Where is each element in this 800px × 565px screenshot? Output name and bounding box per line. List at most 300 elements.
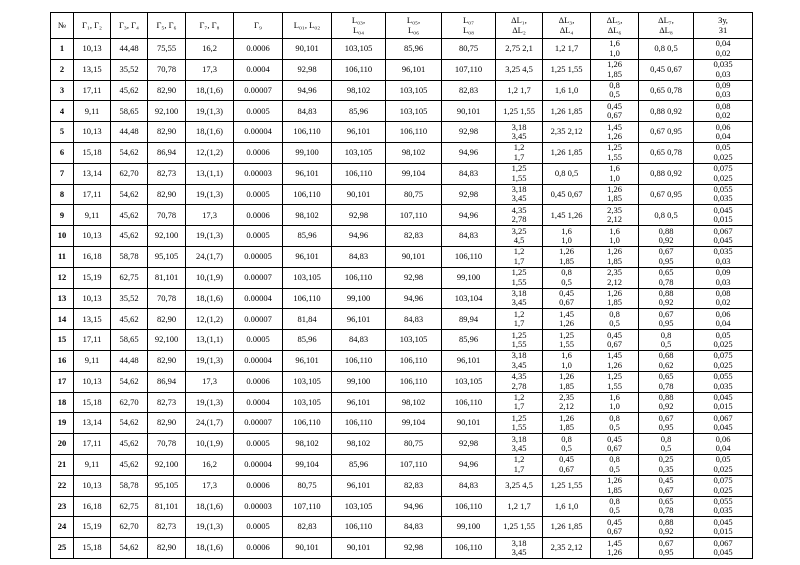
- cell-col-l03-l04: 103,105: [332, 39, 386, 60]
- cell-value: 0,92: [658, 235, 674, 246]
- cell-col-dl3-dl4: [543, 434, 591, 455]
- cell-value: 1,26: [559, 246, 574, 257]
- cell-value: 1,6 1,0: [554, 84, 579, 95]
- cell-col-zu-z1: [694, 475, 753, 496]
- cell-col-g9: 0.0006: [234, 538, 283, 559]
- cell-col-l01-l02: 103,105: [283, 392, 332, 413]
- cell-col-dl5-dl6: [591, 309, 639, 330]
- cell-col-dl7-dl8: [639, 392, 694, 413]
- cell-col-g3-g4: 54,62: [111, 413, 148, 434]
- cell-value: 3,25 4,5: [505, 63, 533, 74]
- cell-value: 0,8 0,5: [554, 167, 579, 178]
- cell-col-l07-l08: 84,83: [442, 226, 496, 247]
- cell-col-l07-l08: 92,98: [442, 184, 496, 205]
- cell-col-g5-g6: 95,105: [148, 246, 186, 267]
- cell-col-number: 7: [51, 163, 74, 184]
- cell-col-zu-z1: [694, 122, 753, 143]
- cell-col-l05-l06: 90,101: [386, 246, 442, 267]
- cell-col-l07-l08: 106,110: [442, 538, 496, 559]
- cell-value: 0,78: [658, 276, 674, 287]
- cell-value: 1,45: [607, 121, 622, 132]
- cell-col-dl7-dl8: [639, 371, 694, 392]
- cell-value: 0,88 0,92: [650, 167, 682, 178]
- cell-col-dl5-dl6: [591, 454, 639, 475]
- cell-value: 0,025: [713, 151, 733, 162]
- cell-col-l03-l04: 106,110: [332, 163, 386, 184]
- cell-col-dl1-dl2: [496, 454, 543, 475]
- cell-col-g3-g4: 62,75: [111, 267, 148, 288]
- cell-col-dl5-dl6: [591, 163, 639, 184]
- header-text: L₀₆: [407, 24, 420, 35]
- cell-value: 0,06: [715, 433, 731, 444]
- cell-col-number: 21: [51, 454, 74, 475]
- cell-value: 0,015: [713, 214, 733, 225]
- cell-value: 1,0: [609, 47, 620, 58]
- cell-col-l07-l08: 94,96: [442, 142, 496, 163]
- cell-col-zu-z1: [694, 454, 753, 475]
- cell-col-g3-g4: 45,62: [111, 205, 148, 226]
- table-row: [51, 205, 753, 226]
- cell-col-g9: 0.00005: [234, 246, 283, 267]
- cell-value: 3,45: [511, 297, 527, 308]
- cell-value: 1,26: [607, 547, 622, 558]
- cell-value: 0,8: [609, 80, 620, 91]
- cell-col-l05-l06: 82,83: [386, 475, 442, 496]
- cell-col-l03-l04: 85,96: [332, 101, 386, 122]
- cell-value: 1,7: [513, 463, 525, 474]
- header-text: Зу,: [718, 15, 728, 26]
- table-row: [51, 122, 753, 143]
- cell-col-g9: 0.00004: [234, 288, 283, 309]
- cell-value: 0,8 0,5: [654, 209, 678, 220]
- cell-col-l07-l08: 96,101: [442, 350, 496, 371]
- cell-value: 0,65: [658, 267, 674, 278]
- cell-col-zu-z1: [694, 330, 753, 351]
- cell-value: 0,45: [607, 433, 622, 444]
- cell-col-l01-l02: 92,98: [283, 59, 332, 80]
- cell-col-number: 8: [51, 184, 74, 205]
- cell-col-g5-g6: 82,90: [148, 309, 186, 330]
- cell-value: 3,25: [511, 225, 527, 236]
- cell-col-dl1-dl2: [496, 392, 543, 413]
- header-text: Г₇, Г₈: [199, 19, 220, 30]
- cell-value: 0,65: [658, 371, 674, 382]
- cell-col-l03-l04: 85,96: [332, 454, 386, 475]
- cell-value: 3,45: [511, 547, 527, 558]
- cell-col-dl1-dl2: [496, 538, 543, 559]
- cell-col-l07-l08: 99,100: [442, 267, 496, 288]
- cell-col-number: 20: [51, 434, 74, 455]
- cell-value: 0,015: [713, 526, 733, 537]
- cell-value: 1,85: [607, 255, 622, 266]
- cell-col-g1-g2: 17,11: [74, 184, 111, 205]
- cell-col-l05-l06: 94,96: [386, 496, 442, 517]
- cell-value: 0,025: [713, 339, 733, 350]
- cell-col-dl5-dl6: [591, 267, 639, 288]
- cell-col-g5-g6: 92,100: [148, 330, 186, 351]
- cell-value: 1,7: [513, 255, 525, 266]
- cell-value: 2,35: [559, 392, 574, 403]
- cell-value: 1,2: [513, 142, 525, 153]
- cell-col-g3-g4: 58,65: [111, 330, 148, 351]
- cell-col-l07-l08: 107,110: [442, 59, 496, 80]
- cell-col-l01-l02: 99,104: [283, 454, 332, 475]
- cell-col-g9: 0.00007: [234, 80, 283, 101]
- cell-value: 1,25 1,55: [503, 521, 535, 532]
- table-row: [51, 454, 753, 475]
- cell-col-l01-l02: 80,75: [283, 475, 332, 496]
- cell-col-g3-g4: 35,52: [111, 59, 148, 80]
- cell-col-zu-z1: [694, 80, 753, 101]
- cell-col-l05-l06: 96,101: [386, 59, 442, 80]
- cell-col-dl1-dl2: [496, 142, 543, 163]
- table-row: [51, 309, 753, 330]
- cell-col-number: 17: [51, 371, 74, 392]
- table-row: [51, 142, 753, 163]
- cell-value: 0,62: [658, 359, 674, 370]
- cell-col-number: 3: [51, 80, 74, 101]
- cell-col-dl7-dl8: [639, 205, 694, 226]
- cell-col-g5-g6: 86,94: [148, 371, 186, 392]
- cell-value: 1,6: [609, 225, 620, 236]
- cell-col-dl7-dl8: [639, 59, 694, 80]
- cell-col-l07-l08: 103,104: [442, 288, 496, 309]
- cell-col-zu-z1: [694, 371, 753, 392]
- cell-col-g5-g6: 82,90: [148, 350, 186, 371]
- cell-value: 0,67: [559, 297, 574, 308]
- cell-col-zu-z1: [694, 517, 753, 538]
- cell-value: 0,35: [658, 463, 674, 474]
- cell-col-dl5-dl6: [591, 184, 639, 205]
- cell-col-l01-l02: 90,101: [283, 538, 332, 559]
- header-text: Г₉: [254, 19, 262, 30]
- cell-col-dl7-dl8: [639, 246, 694, 267]
- cell-value: 1,55: [511, 422, 527, 433]
- cell-col-dl7-dl8: [639, 538, 694, 559]
- cell-col-g9: 0.00007: [234, 309, 283, 330]
- table-row: [51, 371, 753, 392]
- cell-value: 0,95: [658, 318, 674, 329]
- cell-col-l07-l08: 90,101: [442, 413, 496, 434]
- cell-col-l03-l04: 90,101: [332, 538, 386, 559]
- cell-col-number: 9: [51, 205, 74, 226]
- cell-value: 1,26: [607, 59, 622, 70]
- cell-value: 1,55: [607, 151, 622, 162]
- cell-col-l05-l06: 106,110: [386, 350, 442, 371]
- cell-col-g7-g8: 19,(1,3): [186, 350, 234, 371]
- cell-col-dl7-dl8: [639, 517, 694, 538]
- cell-col-l07-l08: 92,98: [442, 434, 496, 455]
- cell-col-l05-l06: 103,105: [386, 101, 442, 122]
- cell-col-g5-g6: 86,94: [148, 142, 186, 163]
- cell-value: 0,67: [607, 110, 622, 121]
- cell-col-g1-g2: 9,11: [74, 454, 111, 475]
- cell-col-l03-l04: 96,101: [332, 122, 386, 143]
- cell-value: 1,26: [559, 412, 574, 423]
- cell-col-l07-l08: 92,98: [442, 122, 496, 143]
- cell-value: 0,67: [559, 463, 574, 474]
- cell-col-g3-g4: 54,62: [111, 371, 148, 392]
- cell-col-g1-g2: 10,13: [74, 475, 111, 496]
- cell-value: 0,45: [559, 288, 574, 299]
- cell-value: 0,015: [713, 401, 733, 412]
- cell-col-number: 4: [51, 101, 74, 122]
- cell-col-dl1-dl2: [496, 517, 543, 538]
- cell-col-g7-g8: 17,3: [186, 205, 234, 226]
- cell-col-zu-z1: [694, 163, 753, 184]
- table-row: [51, 475, 753, 496]
- cell-value: 0,68: [658, 350, 674, 361]
- cell-col-g9: 0.0005: [234, 184, 283, 205]
- cell-col-l05-l06: 107,110: [386, 205, 442, 226]
- cell-value: 0,02: [715, 297, 731, 308]
- cell-value: 0,08: [715, 100, 731, 111]
- cell-value: 0,035: [713, 59, 733, 70]
- cell-col-l03-l04: 106,110: [332, 413, 386, 434]
- cell-value: 0,67: [658, 246, 674, 257]
- cell-value: 0,5: [609, 505, 620, 516]
- cell-value: 0,67: [658, 412, 674, 423]
- cell-value: 1,6 1,0: [554, 500, 579, 511]
- cell-col-number: 23: [51, 496, 74, 517]
- cell-col-g1-g2: 13,14: [74, 163, 111, 184]
- cell-value: 0,8: [561, 433, 572, 444]
- cell-col-g3-g4: 45,62: [111, 434, 148, 455]
- cell-value: 0,5: [609, 89, 620, 100]
- cell-value: 1,0: [561, 359, 572, 370]
- cell-col-g7-g8: 19,(1,3): [186, 517, 234, 538]
- header-text: L₀₅,: [406, 15, 421, 26]
- cell-col-l01-l02: 107,110: [283, 496, 332, 517]
- cell-col-l01-l02: 99,100: [283, 142, 332, 163]
- cell-col-l03-l04: 99,100: [332, 288, 386, 309]
- cell-col-dl1-dl2: [496, 434, 543, 455]
- cell-col-number: 6: [51, 142, 74, 163]
- cell-value: 1,85: [559, 380, 574, 391]
- cell-value: 0,67: [658, 537, 674, 548]
- cell-col-l05-l06: 82,83: [386, 226, 442, 247]
- table-row: [51, 246, 753, 267]
- cell-col-dl3-dl4: [543, 226, 591, 247]
- cell-col-l07-l08: 82,83: [442, 80, 496, 101]
- cell-col-l05-l06: 103,105: [386, 80, 442, 101]
- cell-col-l05-l06: 98,102: [386, 142, 442, 163]
- cell-col-l05-l06: 106,110: [386, 122, 442, 143]
- cell-value: 1,26: [607, 288, 622, 299]
- cell-col-g9: 0.00003: [234, 496, 283, 517]
- cell-value: 2,75 2,1: [505, 43, 533, 54]
- cell-col-g7-g8: 10,(1,9): [186, 434, 234, 455]
- cell-value: 3,18: [511, 537, 527, 548]
- cell-col-g7-g8: 16,2: [186, 454, 234, 475]
- cell-col-l07-l08: 103,105: [442, 371, 496, 392]
- cell-value: 0,45 0,67: [650, 63, 682, 74]
- cell-col-g5-g6: 82,73: [148, 517, 186, 538]
- cell-value: 3,18: [511, 433, 527, 444]
- cell-col-g1-g2: 10,13: [74, 371, 111, 392]
- cell-value: 0,95: [658, 255, 674, 266]
- cell-value: 2,78: [511, 214, 527, 225]
- cell-col-g7-g8: 19,(1,3): [186, 101, 234, 122]
- cell-value: 0,08: [715, 288, 731, 299]
- cell-col-l01-l02: 81,84: [283, 309, 332, 330]
- header-text: ΔL₇,: [658, 15, 674, 26]
- cell-col-g3-g4: 62,70: [111, 163, 148, 184]
- cell-col-l05-l06: 80,75: [386, 184, 442, 205]
- cell-col-g3-g4: 45,62: [111, 226, 148, 247]
- cell-value: 0,67 0,95: [650, 126, 682, 137]
- cell-col-dl7-dl8: [639, 454, 694, 475]
- cell-value: 3,25 4,5: [505, 479, 533, 490]
- cell-value: 0,92: [658, 526, 674, 537]
- cell-col-number: 10: [51, 226, 74, 247]
- cell-col-dl5-dl6: [591, 496, 639, 517]
- cell-value: 0,8 0,5: [654, 43, 678, 54]
- table-body: [51, 39, 753, 559]
- cell-col-number: 11: [51, 246, 74, 267]
- header-col-l05-l06: [386, 13, 442, 39]
- table-row: [51, 39, 753, 60]
- cell-col-g1-g2: 15,18: [74, 142, 111, 163]
- cell-col-l05-l06: 84,83: [386, 309, 442, 330]
- header-col-l01-l02: [283, 13, 332, 39]
- cell-col-g3-g4: 44,48: [111, 350, 148, 371]
- header-text: ΔL₂: [512, 24, 526, 35]
- header-col-dl7-dl8: [639, 13, 694, 39]
- cell-value: 1,25: [607, 142, 622, 153]
- cell-col-dl5-dl6: [591, 122, 639, 143]
- cell-col-l01-l02: 106,110: [283, 184, 332, 205]
- header-col-l03-l04: [332, 13, 386, 39]
- cell-value: 0,67: [658, 308, 674, 319]
- cell-col-l07-l08: 94,96: [442, 205, 496, 226]
- cell-col-l07-l08: 106,110: [442, 246, 496, 267]
- header-row: [51, 13, 753, 39]
- cell-value: 1,25: [511, 329, 527, 340]
- variants-table-sheet: [50, 12, 752, 559]
- cell-value: 1,85: [607, 484, 622, 495]
- header-text: L₀₇: [462, 15, 475, 26]
- cell-value: 1,26: [559, 371, 574, 382]
- table-row: [51, 538, 753, 559]
- cell-value: 0,055: [713, 184, 733, 195]
- cell-value: 1,2 1,7: [507, 500, 531, 511]
- cell-col-zu-z1: [694, 392, 753, 413]
- cell-col-g5-g6: 75,55: [148, 39, 186, 60]
- header-col-l07-l08: [442, 13, 496, 39]
- cell-value: 0,8: [660, 329, 672, 340]
- cell-col-dl5-dl6: [591, 39, 639, 60]
- cell-col-number: 13: [51, 288, 74, 309]
- cell-col-l03-l04: 90,101: [332, 184, 386, 205]
- cell-col-g7-g8: 24,(1,7): [186, 413, 234, 434]
- cell-value: 0,067: [713, 412, 733, 423]
- cell-value: 0,78: [658, 505, 674, 516]
- header-text: L₀₁, L₀₂: [293, 19, 321, 30]
- cell-col-number: 12: [51, 267, 74, 288]
- cell-value: 0,045: [713, 204, 733, 215]
- cell-value: 0,88: [658, 392, 674, 403]
- cell-col-l05-l06: 92,98: [386, 538, 442, 559]
- cell-col-dl7-dl8: [639, 350, 694, 371]
- cell-col-l07-l08: 84,83: [442, 163, 496, 184]
- table-row: [51, 59, 753, 80]
- cell-col-dl3-dl4: [543, 392, 591, 413]
- cell-col-g3-g4: 35,52: [111, 288, 148, 309]
- cell-value: 2,35 2,12: [550, 126, 583, 137]
- cell-value: 0,025: [713, 359, 733, 370]
- cell-value: 1,25 1,55: [503, 105, 535, 116]
- cell-col-dl5-dl6: [591, 288, 639, 309]
- cell-value: 0,02: [715, 47, 731, 58]
- cell-col-g1-g2: 9,11: [74, 101, 111, 122]
- cell-value: 0,05: [715, 329, 731, 340]
- cell-value: 1,2: [513, 454, 525, 465]
- cell-value: 0,035: [713, 505, 733, 516]
- header-text: ΔL₄: [559, 24, 574, 35]
- cell-col-g1-g2: 10,13: [74, 226, 111, 247]
- cell-col-zu-z1: [694, 142, 753, 163]
- cell-value: 0,5: [660, 339, 672, 350]
- cell-col-l03-l04: 92,98: [332, 205, 386, 226]
- cell-col-l01-l02: 85,96: [283, 330, 332, 351]
- cell-col-dl7-dl8: [639, 226, 694, 247]
- cell-value: 3,45: [511, 359, 527, 370]
- cell-col-zu-z1: [694, 309, 753, 330]
- cell-value: 2,78: [511, 380, 527, 391]
- cell-value: 0,03: [715, 276, 731, 287]
- cell-col-dl7-dl8: [639, 39, 694, 60]
- cell-value: 0,45: [607, 100, 622, 111]
- cell-value: 1,2 1,7: [554, 43, 579, 54]
- cell-value: 0,45 0,67: [550, 188, 583, 199]
- cell-col-dl5-dl6: [591, 205, 639, 226]
- cell-col-g1-g2: 15,18: [74, 538, 111, 559]
- cell-value: 1,2 1,7: [507, 84, 531, 95]
- cell-col-g9: 0.0006: [234, 475, 283, 496]
- cell-value: 1,2: [513, 392, 525, 403]
- cell-col-dl1-dl2: [496, 101, 543, 122]
- cell-value: 0,8: [561, 267, 572, 278]
- cell-col-l07-l08: 80,75: [442, 39, 496, 60]
- cell-col-l01-l02: 106,110: [283, 122, 332, 143]
- cell-col-g7-g8: 13,(1,1): [186, 163, 234, 184]
- cell-value: 1,85: [559, 255, 574, 266]
- cell-value: 0,5: [561, 276, 572, 287]
- cell-value: 0,03: [715, 89, 731, 100]
- cell-col-dl7-dl8: [639, 475, 694, 496]
- cell-col-l01-l02: 98,102: [283, 205, 332, 226]
- cell-col-dl3-dl4: [543, 163, 591, 184]
- cell-col-g9: 0.0006: [234, 205, 283, 226]
- cell-value: 0,88 0,92: [650, 105, 682, 116]
- cell-col-dl3-dl4: [543, 538, 591, 559]
- cell-col-number: 15: [51, 330, 74, 351]
- header-text: L₀₈: [462, 24, 475, 35]
- cell-col-g5-g6: 82,73: [148, 163, 186, 184]
- table-row: [51, 434, 753, 455]
- cell-col-dl5-dl6: [591, 350, 639, 371]
- cell-col-g7-g8: 18,(1,6): [186, 80, 234, 101]
- cell-col-dl7-dl8: [639, 496, 694, 517]
- cell-col-dl5-dl6: [591, 517, 639, 538]
- cell-value: 0,8: [609, 412, 620, 423]
- cell-col-l01-l02: 94,96: [283, 80, 332, 101]
- cell-col-dl7-dl8: [639, 142, 694, 163]
- header-text: ΔL₁,: [511, 15, 527, 26]
- cell-value: 0,04: [715, 131, 731, 142]
- cell-col-l07-l08: 89,94: [442, 309, 496, 330]
